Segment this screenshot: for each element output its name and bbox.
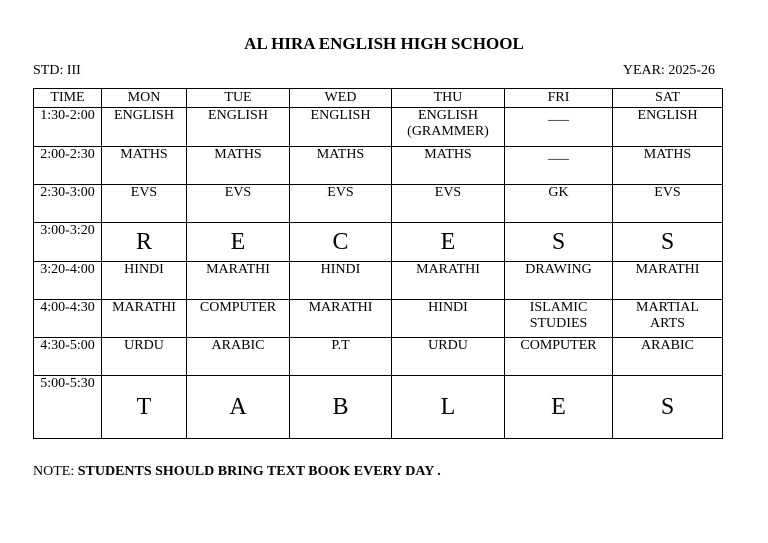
subject-cell: MARTIAL ARTS [613,300,723,338]
subject-cell: ___ [505,108,613,147]
time-slot-cell: 5:00-5:30 [34,376,102,439]
time-slot-cell: 3:20-4:00 [34,262,102,300]
subject-cell: ARABIC [187,338,290,376]
table-row [34,223,723,262]
subject-cell: E [392,223,505,262]
subject-cell: MARATHI [187,262,290,300]
subject-cell: ENGLISH [102,108,187,147]
table-row [34,376,723,439]
subject-cell: A [187,376,290,439]
header-mon: MON [102,89,187,108]
subject-cell: MATHS [392,147,505,185]
subject-cell: MATHS [102,147,187,185]
subject-cell: ISLAMIC STUDIES [505,300,613,338]
subject-cell: COMPUTER [505,338,613,376]
subject-cell: EVS [187,185,290,223]
table-row [34,300,723,338]
subject-cell: EVS [613,185,723,223]
subject-cell: URDU [392,338,505,376]
subject-cell: MARATHI [392,262,505,300]
subject-cell: HINDI [102,262,187,300]
subject-cell: E [505,376,613,439]
note-text: STUDENTS SHOULD BRING TEXT BOOK EVERY DAY . [77,464,441,479]
time-slot-cell: 1:30-2:00 [34,108,102,147]
subject-cell: P.T [290,338,392,376]
subject-cell: GK [505,185,613,223]
subject-cell: S [613,376,723,439]
subject-cell: ENGLISH [187,108,290,147]
subject-cell: MATHS [187,147,290,185]
subject-cell: DRAWING [505,262,613,300]
subject-cell: ENGLISH [290,108,392,147]
subject-cell: L [392,376,505,439]
header-sat: SAT [613,89,723,108]
subject-cell: MATHS [290,147,392,185]
subject-cell: T [102,376,187,439]
header-time: TIME [34,89,102,108]
table-row [34,338,723,376]
subject-cell: MARATHI [613,262,723,300]
header-wed: WED [290,89,392,108]
subject-cell: ENGLISH [613,108,723,147]
timetable-header-row [34,89,723,108]
subject-cell: EVS [290,185,392,223]
subject-cell: HINDI [392,300,505,338]
subject-cell: S [613,223,723,262]
table-row [34,147,723,185]
standard-label: STD: III [33,63,81,78]
subject-cell: MARATHI [102,300,187,338]
header-tue: TUE [187,89,290,108]
subject-cell: C [290,223,392,262]
subject-cell: MATHS [613,147,723,185]
subject-cell: HINDI [290,262,392,300]
table-row [34,262,723,300]
subject-cell: MARATHI [290,300,392,338]
subject-cell: B [290,376,392,439]
time-slot-cell: 2:00-2:30 [34,147,102,185]
subject-cell: E [187,223,290,262]
subject-cell: EVS [102,185,187,223]
subject-cell: ARABIC [613,338,723,376]
header-fri: FRI [505,89,613,108]
note-label: NOTE: [33,464,75,479]
school-title: AL HIRA ENGLISH HIGH SCHOOL [244,34,524,53]
subject-cell: ___ [505,147,613,185]
table-row [34,108,723,147]
timetable [33,88,723,439]
time-slot-cell: 2:30-3:00 [34,185,102,223]
year-label: YEAR: 2025-26 [622,63,715,78]
time-slot-cell: 3:00-3:20 [34,223,102,262]
subject-cell: URDU [102,338,187,376]
subject-cell: ENGLISH (GRAMMER) [392,108,505,147]
time-slot-cell: 4:30-5:00 [34,338,102,376]
subject-cell: COMPUTER [187,300,290,338]
table-row [34,185,723,223]
subject-cell: S [505,223,613,262]
note [33,464,441,480]
time-slot-cell: 4:00-4:30 [34,300,102,338]
header-thu: THU [392,89,505,108]
subject-cell: EVS [392,185,505,223]
subject-cell: R [102,223,187,262]
